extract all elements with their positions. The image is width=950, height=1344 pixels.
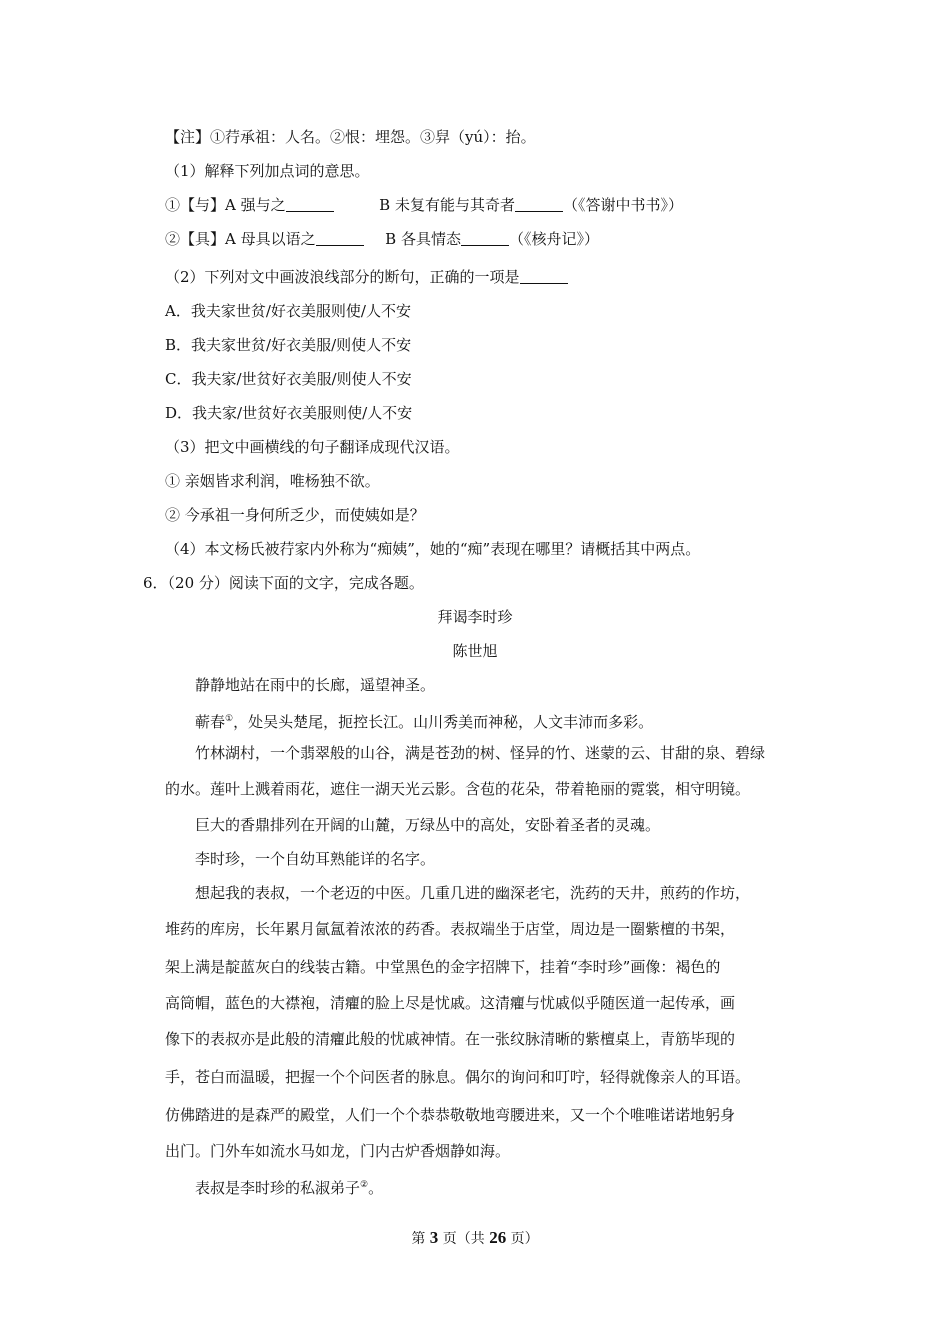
q1-item1-a: ①【与】A 强与之 (165, 196, 286, 214)
q1-item2-source: （《核舟记》） (508, 230, 599, 248)
passage-paragraph-6-line-4: 高筒帽，蓝色的大襟袍，清癯的脸上尽是忧戚。这清癯与忧戚似乎随医道一起传承，画 (165, 994, 736, 1012)
q1-item2-a: ②【具】A 母具以语之 (165, 230, 316, 248)
passage-paragraph-6-line-1: 想起我的表叔，一个老迈的中医。几重几进的幽深老宅，洗药的天井，煎药的作坊， (195, 884, 751, 902)
answer-blank (461, 231, 509, 246)
passage-paragraph-3-line-1: 竹林湖村，一个翡翠般的山谷，满是苍劲的树、怪异的竹、迷蒙的云、甘甜的泉、碧绿 (195, 744, 766, 762)
q1-item1-b: B 未复有能与其奇者 (379, 196, 515, 214)
note-line: 【注】①荇承祖：人名。②恨：埋怨。③舁（yú）：抬。 (165, 128, 536, 146)
passage-paragraph-6-line-6: 手，苍白而温暖，把握一个个问医者的脉息。偶尔的询问和叮咛，轻得就像亲人的耳语。 (165, 1068, 751, 1086)
q1-item1 (165, 194, 820, 216)
passage-paragraph-7 (195, 1174, 820, 1199)
q4-prompt: （4）本文杨氏被荇家内外称为“痴姨”，她的“痴”表现在哪里？请概括其中两点。 (165, 540, 701, 558)
q1-item2-b: B 各具情态 (385, 230, 461, 248)
passage-paragraph-6-line-8: 出门。门外车如流水马如龙，门内古炉香烟静如海。 (165, 1142, 511, 1160)
q2-prompt-text: （2）下列对文中画波浪线部分的断句，正确的一项是 (165, 268, 520, 286)
passage-paragraph-4: 巨大的香鼎排列在开阔的山麓，万绿丛中的高处，安卧着圣者的灵魂。 (195, 816, 661, 834)
q2-option-d: D．我夫家/世贫好衣美服则使/人不安 (165, 404, 413, 422)
passage-paragraph-6-line-3: 架上满是靛蓝灰白的线装古籍。中堂黑色的金字招牌下，挂着“李时珍”画像：褐色的 (165, 958, 721, 976)
q1-item1-source: （《答谢中书书》） (562, 196, 683, 214)
p2-text-a: 蕲春 (195, 713, 226, 731)
answer-blank (520, 269, 568, 284)
q2-prompt (165, 266, 820, 288)
answer-blank (316, 231, 364, 246)
passage-paragraph-6-line-7: 仿佛踏进的是森严的殿堂，人们一个个恭恭敬敬地弯腰进来，又一个个唯唯诺诺地躬身 (165, 1106, 736, 1124)
page-footer (0, 1228, 950, 1248)
q6-header: 6．（20 分）阅读下面的文字，完成各题。 (143, 574, 424, 592)
passage-paragraph-6-line-5: 像下的表叔亦是此般的清癯此般的忧戚神情。在一张纹脉清晰的紫檀桌上，青筋毕现的 (165, 1030, 736, 1048)
q2-option-a: A．我夫家世贫/好衣美服则使/人不安 (165, 302, 411, 320)
q2-option-b: B．我夫家世贫/好衣美服/则使人不安 (165, 336, 412, 354)
passage-paragraph-3-line-2: 的水。莲叶上溅着雨花，遮住一湖天光云影。含苞的花朵，带着艳丽的霓裳，相守明镜。 (165, 780, 751, 798)
q3-sentence-2: ② 今承祖一身何所乏少，而使姨如是？ (165, 506, 425, 524)
page-number: 3 (429, 1228, 439, 1247)
answer-blank (286, 197, 334, 212)
p2-text-b: ，处吴头楚尾，扼控长江。山川秀美而神秘，人文丰沛而多彩。 (233, 713, 654, 731)
footer-mid: 页（共 (438, 1231, 490, 1247)
p7-text-a: 表叔是李时珍的私淑弟子 (195, 1179, 361, 1197)
footnote-mark: ② (360, 1180, 369, 1190)
q3-sentence-1: ① 亲姻皆求利润，唯杨独不欲。 (165, 472, 380, 490)
page-total: 26 (489, 1228, 507, 1247)
passage-title: 拜谒李时珍 (437, 608, 513, 626)
answer-blank (515, 197, 563, 212)
q1-item2 (165, 228, 820, 250)
q2-option-c: C．我夫家/世贫好衣美服/则使人不安 (165, 370, 412, 388)
passage-author: 陈世旭 (452, 642, 498, 660)
q1-prompt: （1）解释下列加点词的意思。 (165, 162, 370, 180)
footer-pre: 第 (411, 1231, 430, 1247)
q3-prompt: （3）把文中画横线的句子翻译成现代汉语。 (165, 438, 460, 456)
passage-paragraph-1: 静静地站在雨中的长廊，遥望神圣。 (195, 676, 436, 694)
passage-paragraph-2 (195, 708, 820, 733)
p7-text-b: 。 (368, 1179, 384, 1197)
footnote-mark: ① (225, 714, 234, 724)
footer-post: 页） (506, 1231, 539, 1247)
passage-paragraph-5: 李时珍，一个自幼耳熟能详的名字。 (195, 850, 436, 868)
passage-paragraph-6-line-2: 堆药的库房，长年累月氤氲着浓浓的药香。表叔端坐于店堂，周边是一圈紫檀的书架， (165, 920, 736, 938)
